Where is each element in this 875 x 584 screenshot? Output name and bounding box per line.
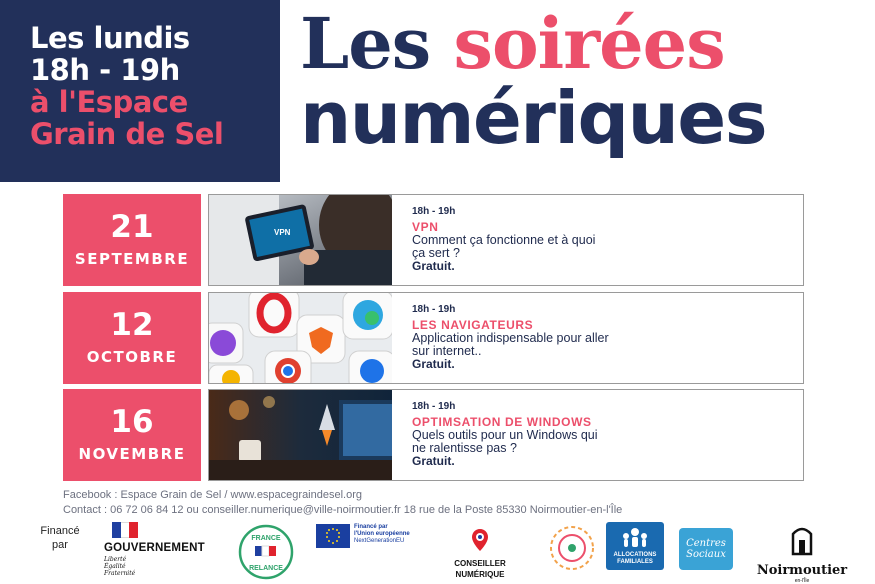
- svg-text:RELANCE: RELANCE: [249, 565, 283, 572]
- event-date-box: [63, 292, 201, 384]
- contact-details: Contact : 06 72 06 84 12 ou conseiller.numerique@ville-noirmoutier.fr 18 rue de la Poste 85330 Noirmoutier-en-l'Île: [63, 504, 623, 516]
- page-title: [300, 2, 870, 160]
- government-name: GOUVERNEMENT: [104, 542, 205, 554]
- centres-sociaux-logo: Centres Sociaux: [679, 528, 733, 570]
- event-row: [63, 194, 804, 286]
- event-info: [412, 303, 792, 371]
- svg-text:FRANCE: FRANCE: [251, 535, 281, 542]
- partner-logos: [0, 516, 875, 584]
- event-description: Quels outils pour un Windows qui ne ralentisse pas ?: [412, 428, 598, 455]
- event-price: Gratuit.: [412, 357, 455, 371]
- event-month: OCTOBRE: [86, 348, 178, 366]
- event-topic: LES NAVIGATEURS: [412, 318, 534, 332]
- vpn-photo: [209, 195, 392, 285]
- event-price: Gratuit.: [412, 259, 455, 273]
- eu-flag-icon: [316, 524, 350, 548]
- windows-photo: [209, 390, 392, 480]
- header-time: 18h - 19h: [30, 53, 180, 87]
- event-time: 18h - 19h: [412, 206, 456, 217]
- event-row: [63, 389, 804, 481]
- header-day: Les lundis: [30, 21, 190, 55]
- funded-by-label: Financé par: [40, 525, 80, 551]
- event-row: [63, 292, 804, 384]
- header-place-line2: Grain de Sel: [30, 117, 224, 151]
- event-day: 21: [110, 209, 154, 245]
- title-word-soirees: soirées: [453, 2, 725, 85]
- location-pin-icon: [471, 528, 489, 552]
- event-month: NOVEMBRE: [78, 445, 186, 463]
- french-flag-icon: [112, 522, 138, 538]
- browsers-photo: [209, 293, 392, 383]
- event-info: [412, 205, 792, 273]
- event-month: SEPTEMBRE: [74, 250, 190, 268]
- event-day: 12: [110, 307, 154, 343]
- event-day: 16: [110, 404, 154, 440]
- noirmoutier-logo: Noirmoutier en-l'Île: [752, 526, 852, 584]
- header-place-line1: à l'Espace: [30, 85, 188, 119]
- event-description: Comment ça fonctionne et à quoi ça sert ?: [412, 233, 596, 260]
- vpn-photo-label: VPN: [274, 228, 291, 237]
- event-card: [208, 292, 804, 384]
- event-info: [412, 400, 792, 468]
- event-date-box: [63, 389, 201, 481]
- france-relance-logo: [238, 524, 294, 584]
- title-word-numeriques: numériques: [300, 76, 767, 160]
- contact-info: [63, 488, 622, 518]
- event-card: [208, 194, 804, 286]
- event-date-box: [63, 194, 201, 286]
- event-description: Application indispensable pour aller sur internet..: [412, 331, 609, 358]
- conseiller-numerique-logo: CONSEILLER NUMÉRIQUE: [450, 528, 510, 579]
- header-box: [0, 0, 280, 182]
- event-card: [208, 389, 804, 481]
- event-topic: VPN: [412, 220, 439, 234]
- event-time: 18h - 19h: [412, 304, 456, 315]
- espace-grain-de-sel-logo: [548, 524, 596, 577]
- title-word-les: Les: [300, 2, 431, 85]
- eu-logo: Financé par l'Union européenne NextGenerationEU: [316, 524, 436, 548]
- government-logo: [104, 522, 216, 577]
- event-price: Gratuit.: [412, 454, 455, 468]
- government-motto: Liberté Égalité Fraternité: [104, 556, 136, 577]
- caf-logo: ALLOCATIONS FAMILIALES: [606, 522, 664, 570]
- contact-facebook: Facebook : Espace Grain de Sel / www.espacegraindesel.org: [63, 489, 362, 501]
- event-time: 18h - 19h: [412, 401, 456, 412]
- castle-icon: [789, 526, 815, 556]
- event-topic: OPTIMSATION DE WINDOWS: [412, 415, 592, 429]
